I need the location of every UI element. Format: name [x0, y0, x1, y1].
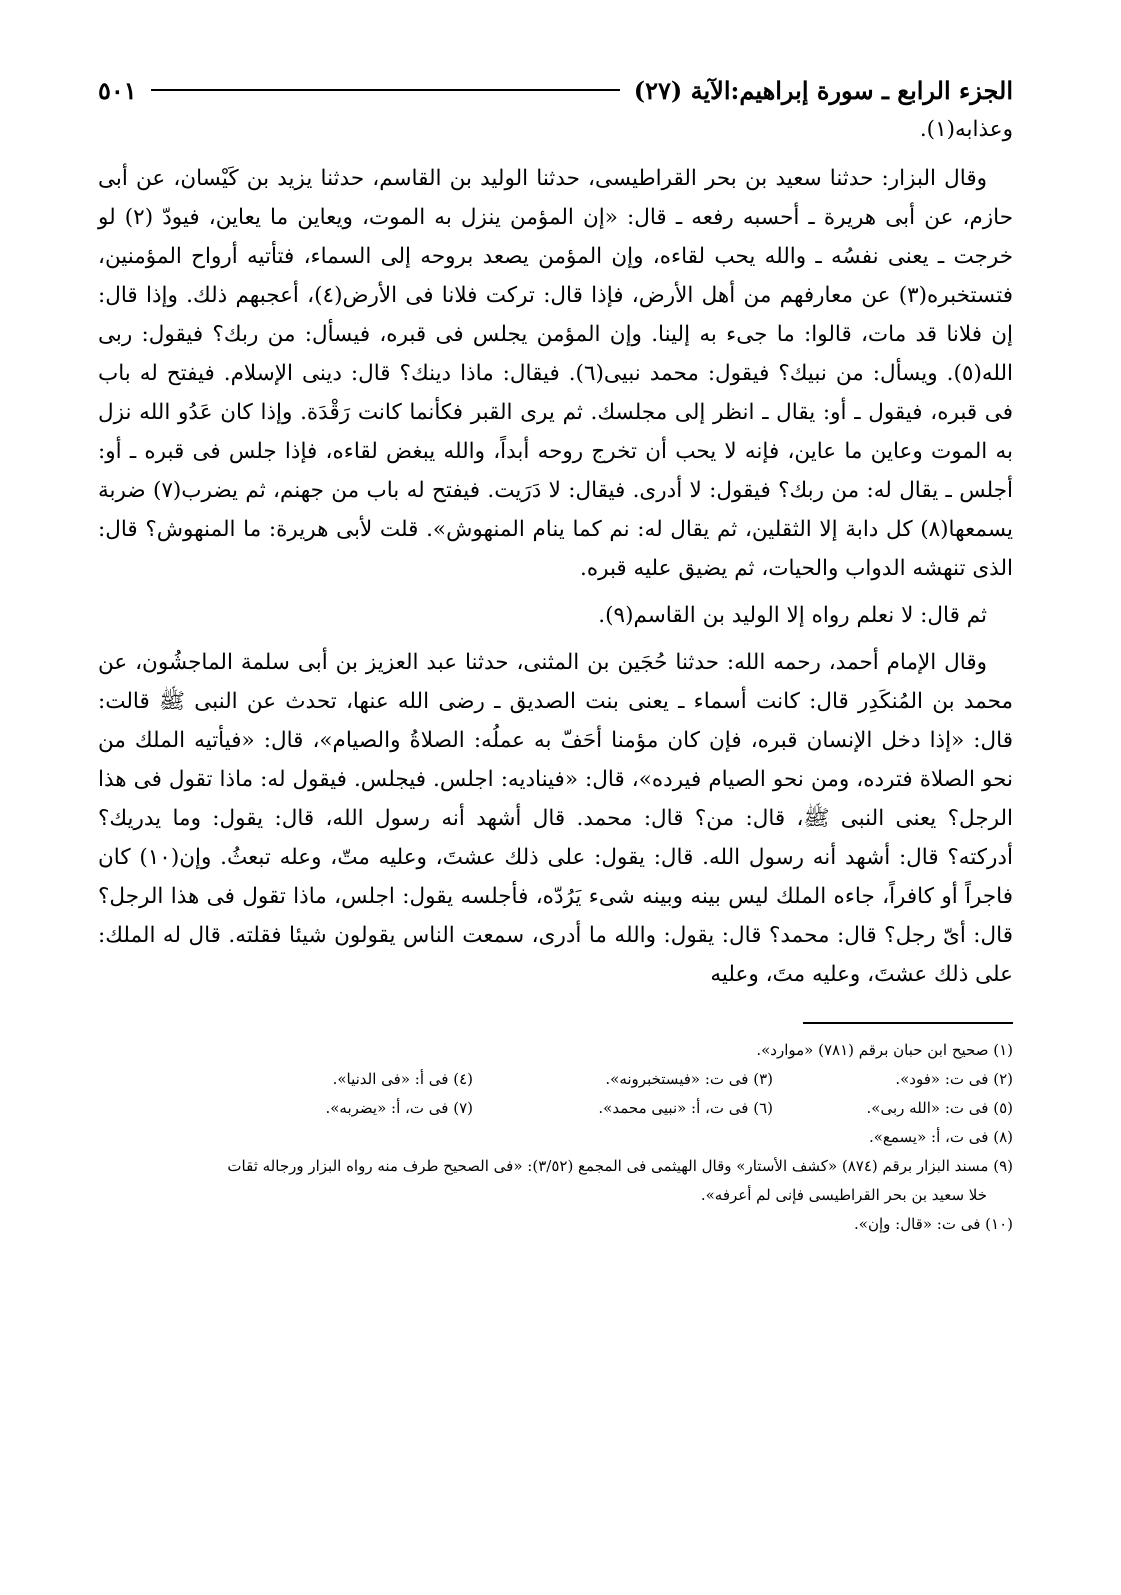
footnote-7: (٧) فى ت، أ: «يضربه».: [325, 1099, 473, 1117]
footnote-10: (١٠) فى ت: «قال: وإن».: [854, 1215, 1013, 1233]
footnote-2: (٢) فى ت: «فود».: [895, 1070, 1013, 1088]
footnote-row-5-7: [98, 1094, 1013, 1123]
running-title: الجزء الرابع ـ سورة إبراهيم:الآية (٢٧): [633, 75, 1013, 105]
paragraph-continuation: وعذابه(١).: [919, 117, 1013, 142]
page-number: ٥٠١: [98, 75, 137, 105]
footnote-row-2-4: [98, 1065, 1013, 1094]
footnote-separator: [803, 1022, 1013, 1024]
running-header: [98, 70, 1013, 110]
paragraph-bazzar-comment: ثم قال: لا نعلم رواه إلا الوليد بن القاسم(٩).: [598, 603, 987, 628]
footnote-4: (٤) فى أ: «فى الدنيا».: [332, 1070, 473, 1088]
footnote-5: (٥) فى ت: «الله ربى».: [866, 1099, 1013, 1117]
header-rule: [151, 89, 620, 91]
footnote-3: (٣) فى ت: «فيستخبرونه».: [605, 1070, 773, 1088]
main-text: [98, 110, 1013, 994]
footnote-1: (١) صحيح ابن حبان برقم (٧٨١) «موارد».: [756, 1041, 1013, 1059]
paragraph-ahmad-hadith: وقال الإمام أحمد، رحمه الله: حدثنا حُجَين بن المثنى، حدثنا عبد العزيز بن أبى سلمة الماجشُون، عن محمد بن المُنكَدِر قال: كانت أسماء ـ يعنى بنت الصديق ـ رضى الله عنها، تحدث عن النبى ﷺ قالت: قال: «إذا دخل الإنسان قبره، فإن كان مؤمنا أحَفّ به عملُه: الصلاةُ والصيام»، قال: «فيأتيه الملك من نحو الصلاة فترده، ومن نحو الصيام فيرده»، قال: «فيناديه: اجلس. فيجلس. فيقول له: ماذا تقول فى هذا الرجل؟ يعنى النبى ﷺ، قال: من؟ قال: محمد. قال أشهد أنه رسول الله، قال: يقول: وما يدريك؟ أدركته؟ قال: أشهد أنه رسول الله. قال: يقول: على ذلك عشتَ، وعليه متّ، وعله تبعثُ. وإن(١٠) كان فاجراً أو كافراً، جاءه الملك ليس بينه وبينه شىء يَرُدّه، فأجلسه يقول: اجلس، ماذا تقول فى هذا الرجل؟ قال: أىّ رجل؟ قال: محمد؟ قال: يقول: والله ما أدرى، سمعت الناس يقولون شيئا فقلته. قال له الملك: على ذلك عشتَ، وعليه متَ، وعليه: [98, 650, 1013, 987]
footnote-6: (٦) فى ت، أ: «نبيى محمد».: [598, 1099, 773, 1117]
book-page: [98, 70, 1013, 1510]
footnote-9-continuation: خلا سعيد بن بحر القراطيسى فإنى لم أعرفه».: [700, 1186, 987, 1204]
footnote-8: (٨) فى ت، أ: «يسمع».: [868, 1128, 1013, 1146]
footnotes: [98, 1036, 1013, 1239]
footnote-9: (٩) مسند البزار برقم (٨٧٤) «كشف الأستار» وقال الهيثمى فى المجمع (٣/٥٢): «فى الصحيح طرف منه رواه البزار ورجاله ثقات: [227, 1157, 1013, 1175]
paragraph-bazzar-hadith: وقال البزار: حدثنا سعيد بن بحر القراطيسى، حدثنا الوليد بن القاسم، حدثنا يزيد بن كَيْسان، عن أبى حازم، عن أبى هريرة ـ أحسبه رفعه ـ قال: «إن المؤمن ينزل به الموت، ويعاين ما يعاين، فيودّ (٢) لو خرجت ـ يعنى نفسُه ـ والله يحب لقاءه، وإن المؤمن يصعد بروحه إلى السماء، فتأتيه أرواح المؤمنين، فتستخبره(٣) عن معارفهم من أهل الأرض، فإذا قال: تركت فلانا فى الأرض(٤)، أعجبهم ذلك. وإذا قال: إن فلانا قد مات، قالوا: ما جىء به إلينا. وإن المؤمن يجلس فى قبره، فيسأل: من ربك؟ فيقول: ربى الله(٥). ويسأل: من نبيك؟ فيقول: محمد نبيى(٦). فيقال: ماذا دينك؟ قال: دينى الإسلام. فيفتح له باب فى قبره، فيقول ـ أو: يقال ـ انظر إلى مجلسك. ثم يرى القبر فكأنما كانت رَقْدَة. وإذا كان عَدُو الله نزل به الموت وعاين ما عاين، فإنه لا يحب أن تخرج روحه أبداً، والله يبغض لقاءه، فإذا جلس فى قبره ـ أو: أجلس ـ يقال له: من ربك؟ فيقول: لا أدرى. فيقال: لا دَرَيت. فيفتح له باب من جهنم، ثم يضرب(٧) ضربة يسمعها(٨) كل دابة إلا الثقلين، ثم يقال له: نم كما ينام المنهوش». قلت لأبى هريرة: ما المنهوش؟ قال: الذى تنهشه الدواب والحيات، ثم يضيق عليه قبره.: [98, 166, 1013, 581]
